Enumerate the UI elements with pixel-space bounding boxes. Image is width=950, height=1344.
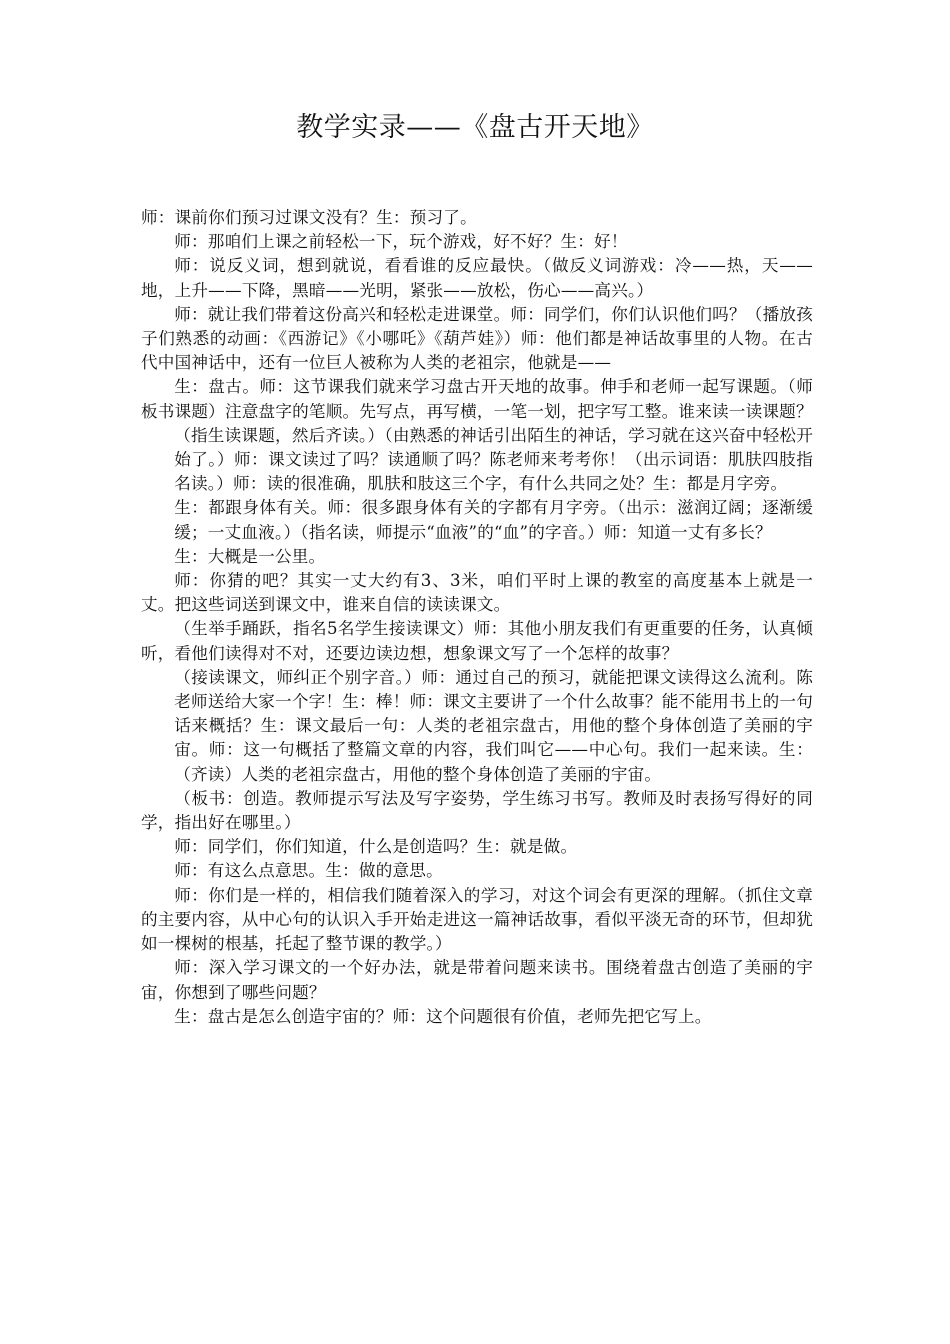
paragraph: 师：那咱们上课之前轻松一下，玩个游戏，好不好？生：好！ <box>174 232 628 252</box>
document-body <box>141 206 813 1029</box>
paragraph: （接读课文，师纠正个别字音。）师：通过自己的预习，就能把课文读得这么流利。陈老师送给大家一个字！生：棒！师：课文主要讲了一个什么故事？能不能用书上的一句话来概括？生：课文最后一句：人类的老祖宗盘古，用他的整个身体创造了美丽的宇宙。师：这一句概括了整篇文章的内容，我们叫它——中心句。我们一起来读。生：（齐读）人类的老祖宗盘古，用他的整个身体创造了美丽的宇宙。 <box>174 667 813 784</box>
paragraph: 师：你们是一样的，相信我们随着深入的学习，对这个词会有更深的理解。（抓住文章的主要内容，从中心句的认识入手开始走进这一篇神话故事，看似平淡无奇的环节，但却犹如一棵树的根基，托起了整节课的教学。） <box>141 885 813 954</box>
paragraph: 师：课前你们预习过课文没有？生：预习了。 <box>141 208 477 227</box>
paragraph: 生：盘古。师：这节课我们就来学习盘古开天地的故事。伸手和老师一起写课题。（师板书课题）注意盘字的笔顺。先写点，再写横，一笔一划，把字写工整。谁来读一读课题？ <box>141 377 813 421</box>
paragraph: 生：盘古是怎么创造宇宙的？师：这个问题很有价值，老师先把它写上。 <box>174 1006 712 1026</box>
paragraph: 师：有这么点意思。生：做的意思。 <box>174 861 443 881</box>
document-title: 教学实录——《盘古开天地》 <box>296 112 654 143</box>
paragraph: 师：你猜的吧？其实一丈大约有3、3米，咱们平时上课的教室的高度基本上就是一丈。把这些词送到课文中，谁来自信的读读课文。 <box>141 571 813 615</box>
paragraph: 师：同学们，你们知道，什么是创造吗？生：就是做。 <box>174 837 578 857</box>
paragraph: 生：大概是一公里。 <box>174 546 326 566</box>
paragraph: （指生读课题，然后齐读。）（由熟悉的神话引出陌生的神话，学习就在这兴奋中轻松开始了。）师：课文读过了吗？读通顺了吗？陈老师来考考你！（出示词语：肌肤四肢指名读。）师：读的很准确，肌肤和肢这三个字，有什么共同之处？生：都是月字旁。 <box>174 425 813 494</box>
paragraph: 生：都跟身体有关。师：很多跟身体有关的字都有月字旁。（出示：滋润辽阔；逐渐缓缓；一丈血液。）（指名读，师提示“血液”的“血”的字音。）师：知道一丈有多长？ <box>174 498 813 542</box>
paragraph: 师：就让我们带着这份高兴和轻松走进课堂。师：同学们，你们认识他们吗？（播放孩子们熟悉的动画：《西游记》《小哪吒》《葫芦娃》）师：他们都是神话故事里的人物。在古代中国神话中，还有一位巨人被称为人类的老祖宗，他就是—— <box>141 304 813 373</box>
paragraph: （生举手踊跃，指名5名学生接读课文）师：其他小朋友我们有更重要的任务，认真倾听，看他们读得对不对，还要边读边想，想象课文写了一个怎样的故事？ <box>141 619 813 663</box>
paragraph: （板书：创造。教师提示写法及写字姿势，学生练习书写。教师及时表扬写得好的同学，指出好在哪里。） <box>141 788 813 833</box>
paragraph: 师：深入学习课文的一个好办法，就是带着问题来读书。围绕着盘古创造了美丽的宇宙，你想到了哪些问题？ <box>141 958 813 1002</box>
paragraph: 师：说反义词，想到就说，看看谁的反应最快。（做反义词游戏：冷——热，天——地，上升——下降，黑暗——光明，紧张——放松，伤心——高兴。） <box>141 256 813 300</box>
